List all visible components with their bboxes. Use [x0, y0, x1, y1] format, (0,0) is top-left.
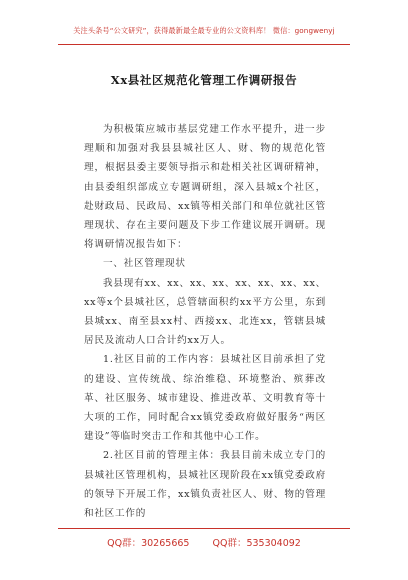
footer-qq-group-2[interactable]: QQ群：535304092	[212, 538, 301, 549]
paragraph-intro: 为积极策应城市基层党建工作水平提升，进一步理顺和加强对我县县城社区人、财、物的规范化管理，根据县委主要领导指示和赴相关社区调研精神，由县委组织部成立专题调研组，深入县城x个社区，赴财政局、民政局、xx镇等相关部门和单位就社区管理现状、存在主要问题及下步工作建议展开调研。现将调研情况报告如下：	[84, 124, 326, 251]
document-body	[84, 120, 326, 523]
paragraph-management-subject: 2.社区目前的管理主体：我县目前未成立专门的县城社区管理机构，县城社区现阶段在xx镇党委政府的领导下开展工作，xx镇负责社区人、财、物的管理和社区工作的	[84, 450, 326, 520]
footer	[0, 535, 408, 549]
paragraph-overview: 我县现有xx、xx、xx、xx、xx、xx、xx、xx、xx等x个县城社区，总管辖面积约xx平方公里，东到县城xx、南至县xx村、西接xx、北连xx，管辖县城居民及流动人口合计约xx万人。	[84, 277, 326, 347]
header-banner[interactable]: 关注头条号“公文研究”，获得最新最全最专业的公文资料库！ 微信：gongwenyj	[73, 26, 335, 35]
document-title: Xx县社区规范化管理工作调研报告	[110, 73, 298, 87]
header-divider	[58, 44, 350, 45]
section-heading: 一、社区管理现状	[103, 258, 186, 270]
paragraph-work-content: 1.社区目前的工作内容：县城社区目前承担了党的建设、宣传统战、综治维稳、环境整治、殡葬改革、社区服务、城市建设、推进改革、文明教育等十大项的工作，同时配合xx镇党委政府做好服务“两区建设”等临时突击工作和其他中心工作。	[84, 354, 326, 443]
footer-divider	[58, 528, 350, 529]
footer-qq-group-1[interactable]: QQ群：30265665	[107, 538, 190, 549]
